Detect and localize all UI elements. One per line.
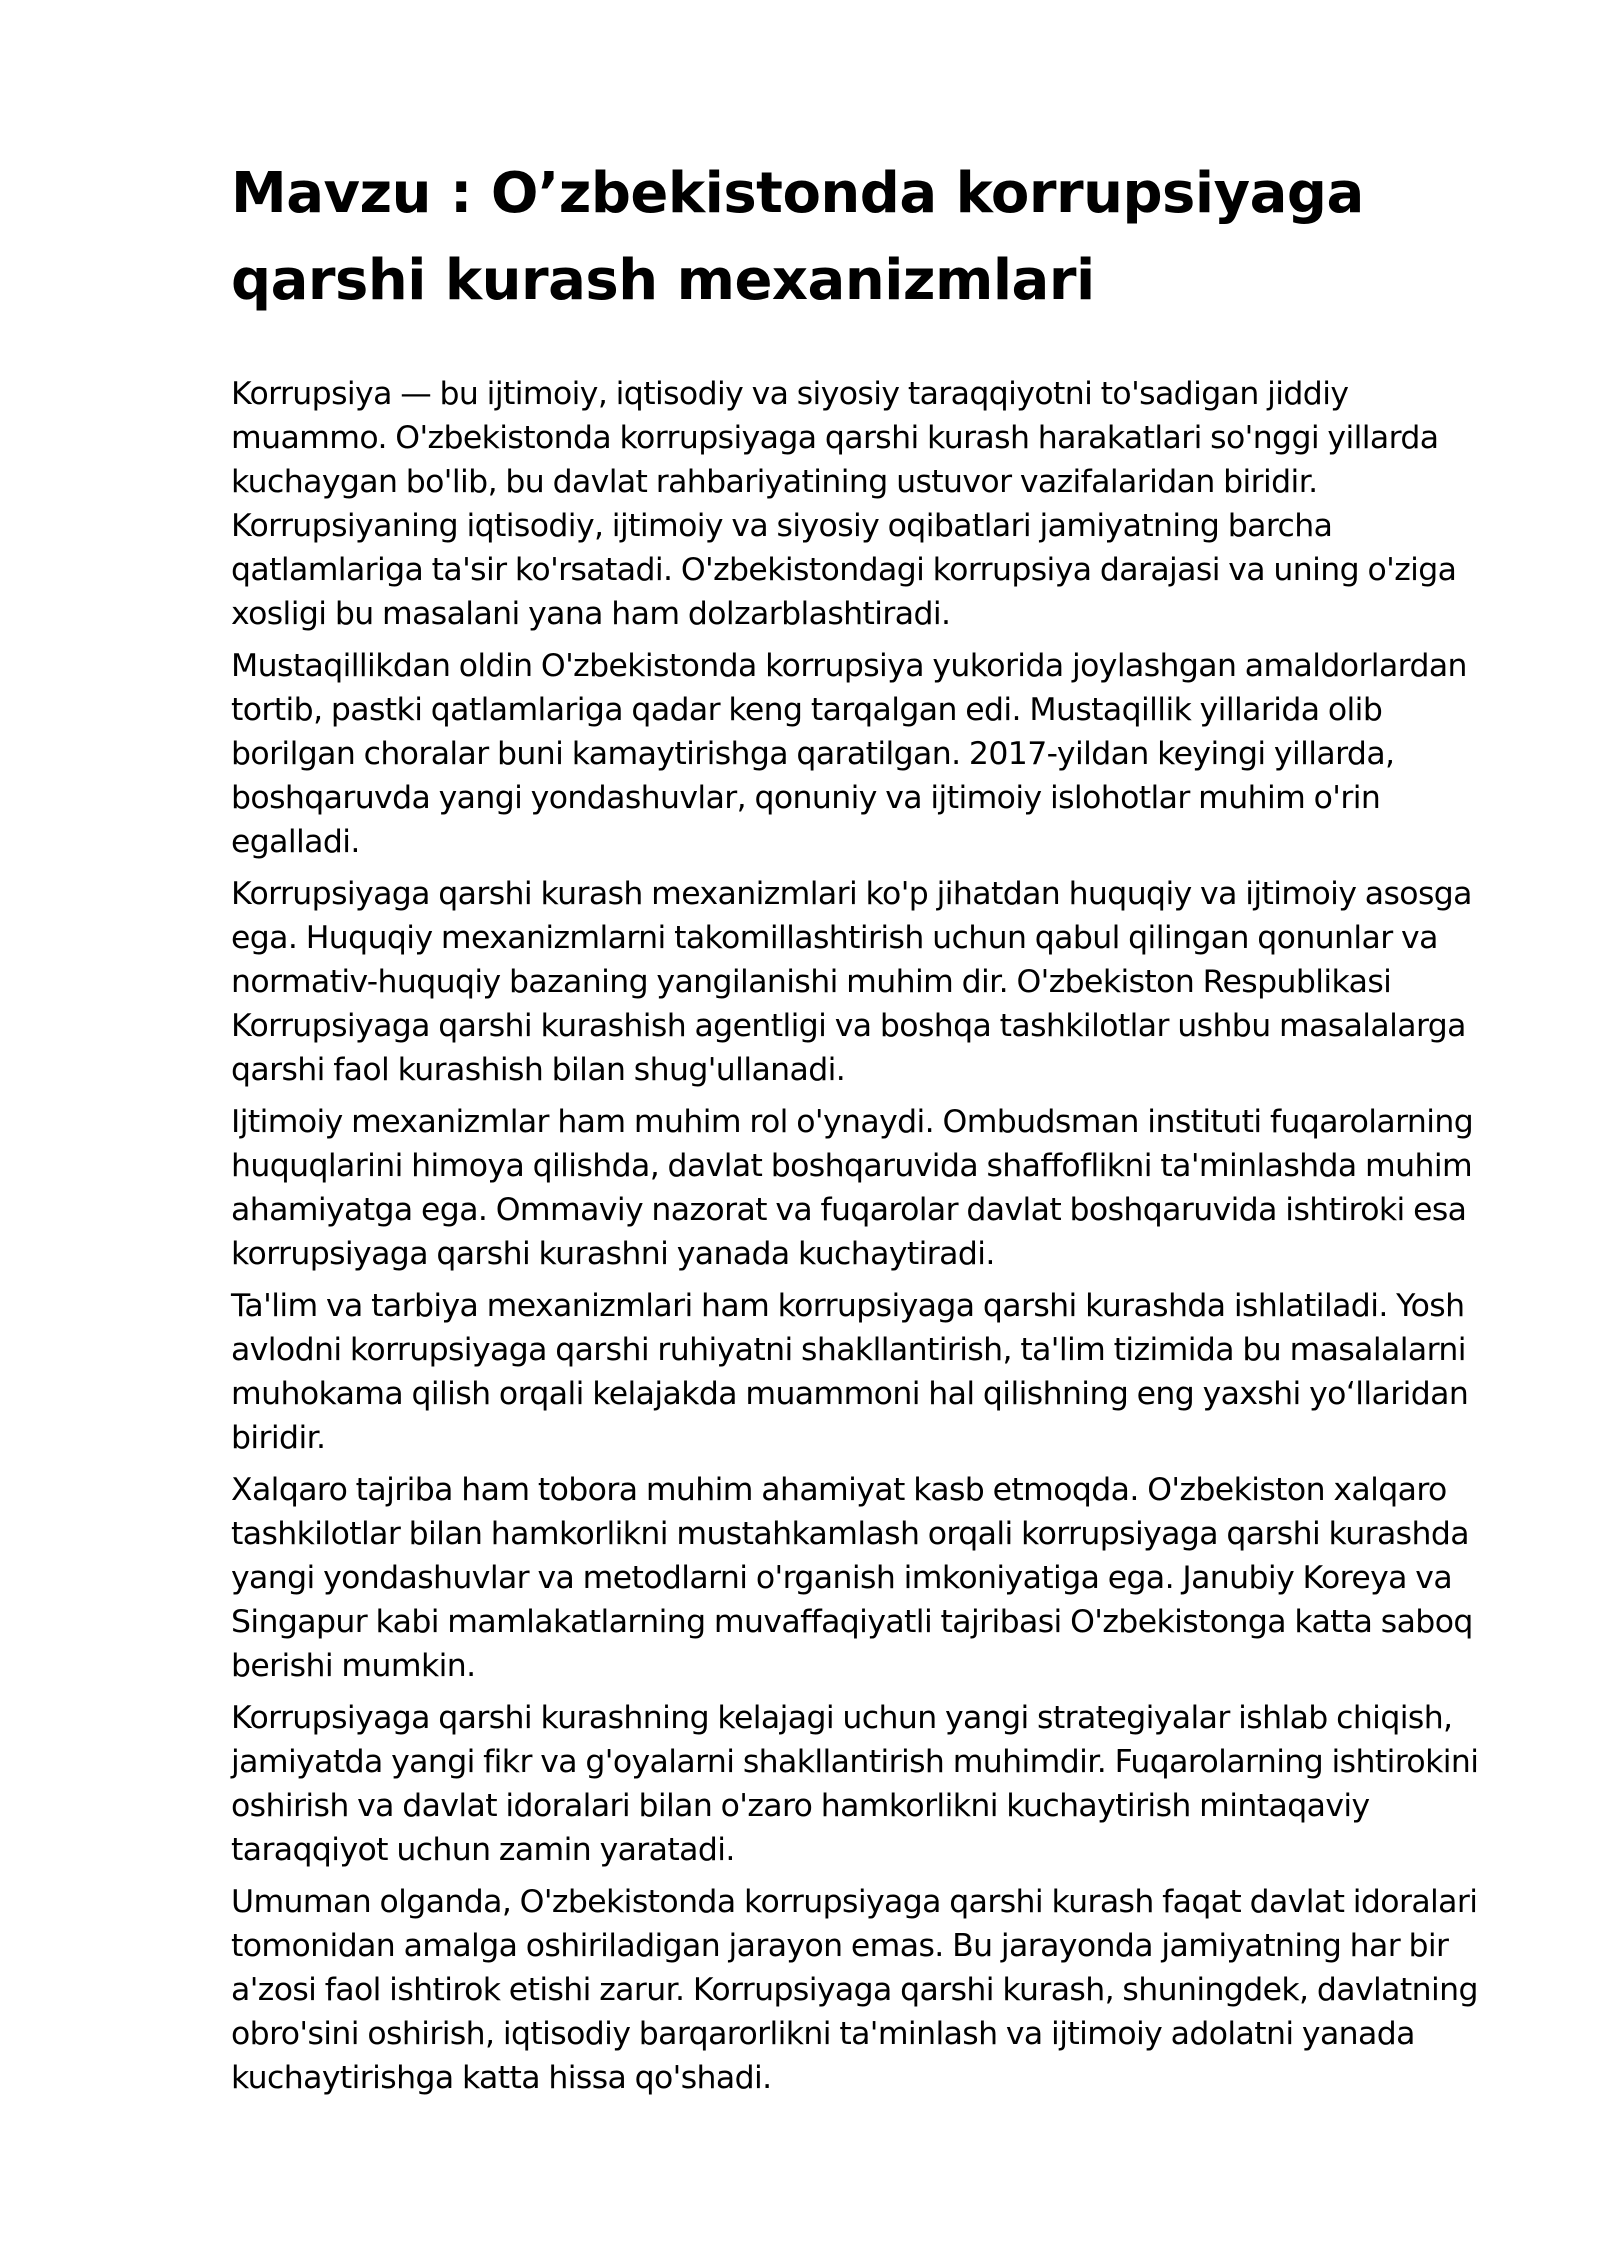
- paragraph-2: Mustaqillikdan oldin O'zbekistonda korrupsiya yukorida joylashgan amaldorlardan tortib, pastki qatlamlariga qadar keng tarqalgan edi. Mustaqillik yillarida olib borilgan choralar buni kamaytirishga qaratilgan. 2017-yildan keyingi yillarda, boshqaruvda yangi yondashuvlar, qonuniy va ijtimoiy islohotlar muhim o'rin egalladi.: [231, 648, 1467, 860]
- paragraph-3: Korrupsiyaga qarshi kurash mexanizmlari ko'p jihatdan huquqiy va ijtimoiy asosga ega. Huquqiy mexanizmlarni takomillashtirish uchun qabul qilingan qonunlar va normativ-huquqiy bazaning yangilanishi muhim dir. O'zbekiston Respublikasi Korrupsiyaga qarshi kurashish agentligi va boshqa tashkilotlar ushbu masalalarga qarshi faol kurashish bilan shug'ullanadi.: [231, 876, 1472, 1088]
- paragraph-8: Umuman olganda, O'zbekistonda korrupsiyaga qarshi kurash faqat davlat idoralari tomonidan amalga oshiriladigan jarayon emas. Bu jarayonda jamiyatning har bir a'zosi faol ishtirok etishi zarur. Korrupsiyaga qarshi kurash, shuningdek, davlatning obro'sini oshirish, iqtisodiy barqarorlikni ta'minlash va ijtimoiy adolatni yanada kuchaytirishga katta hissa qo'shadi.: [231, 1884, 1478, 2096]
- paragraph-1: Korrupsiya — bu ijtimoiy, iqtisodiy va siyosiy taraqqiyotni to'sadigan jiddiy muammo. O'zbekistonda korrupsiyaga qarshi kurash harakatlari so'nggi yillarda kuchaygan bo'lib, bu davlat rahbariyatining ustuvor vazifalaridan biridir. Korrupsiyaning iqtisodiy, ijtimoiy va siyosiy oqibatlari jamiyatning barcha qatlamlariga ta'sir ko'rsatadi. O'zbekistondagi korrupsiya darajasi va uning o'ziga xosligi bu masalani yana ham dolzarblashtiradi.: [231, 376, 1457, 632]
- paragraph-5: Ta'lim va tarbiya mexanizmlari ham korrupsiyaga qarshi kurashda ishlatiladi. Yosh avlodni korrupsiyaga qarshi ruhiyatni shakllantirish, ta'lim tizimida bu masalalarni muhokama qilish orqali kelajakda muammoni hal qilishning eng yaxshi yoʻllaridan biridir.: [231, 1288, 1469, 1456]
- document-title: Mavzu : O’zbekistonda korrupsiyaga qarshi kurash mexanizmlari: [231, 161, 1364, 313]
- document-body: [231, 372, 1500, 2100]
- paragraph-6: Xalqaro tajriba ham tobora muhim ahamiyat kasb etmoqda. O'zbekiston xalqaro tashkilotlar bilan hamkorlikni mustahkamlash orqali korrupsiyaga qarshi kurashda yangi yondashuvlar va metodlarni o'rganish imkoniyatiga ega. Janubiy Koreya va Singapur kabi mamlakatlarning muvaffaqiyatli tajribasi O'zbekistonga katta saboq berishi mumkin.: [231, 1472, 1473, 1684]
- paragraph-4: Ijtimoiy mexanizmlar ham muhim rol o'ynaydi. Ombudsman instituti fuqarolarning huquqlarini himoya qilishda, davlat boshqaruvida shaffoflikni ta'minlashda muhim ahamiyatga ega. Ommaviy nazorat va fuqarolar davlat boshqaruvida ishtiroki esa korrupsiyaga qarshi kurashni yanada kuchaytiradi.: [231, 1104, 1474, 1272]
- paragraph-7: Korrupsiyaga qarshi kurashning kelajagi uchun yangi strategiyalar ishlab chiqish, jamiyatda yangi fikr va g'oyalarni shakllantirish muhimdir. Fuqarolarning ishtirokini oshirish va davlat idoralari bilan o'zaro hamkorlikni kuchaytirish mintaqaviy taraqqiyot uchun zamin yaratadi.: [231, 1700, 1479, 1868]
